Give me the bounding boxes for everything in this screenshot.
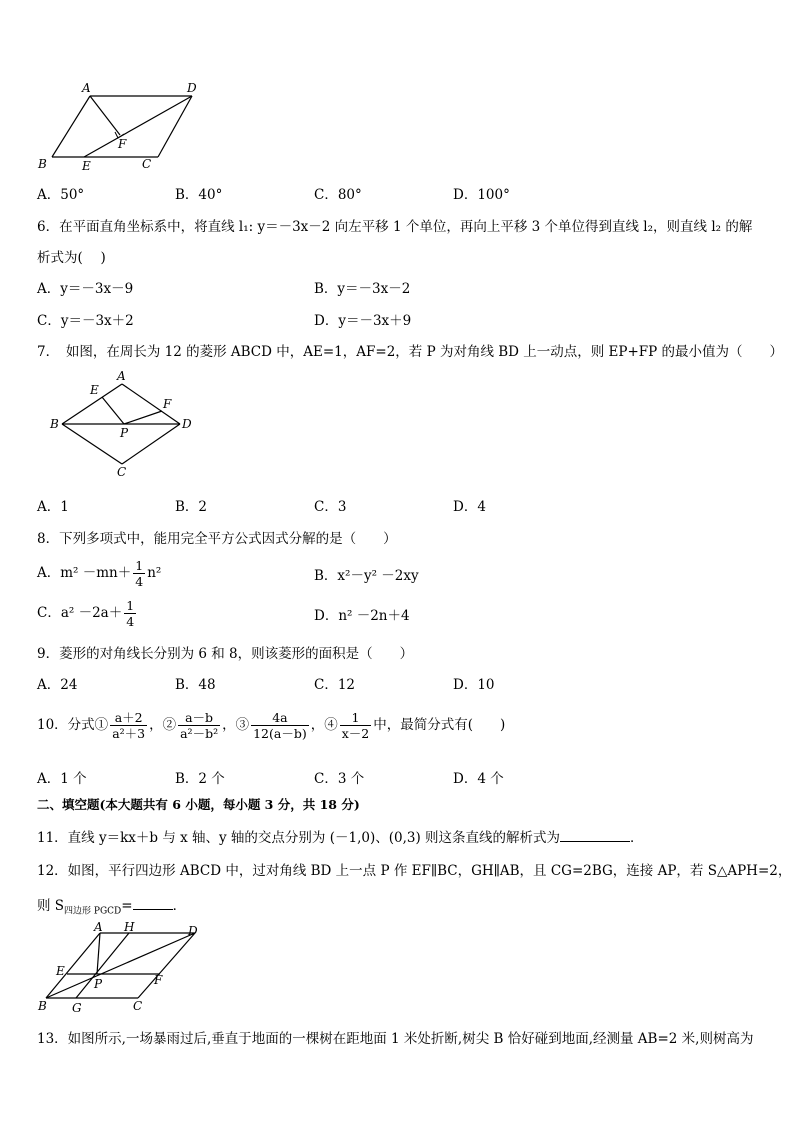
- fig12-label-G: G: [72, 1001, 82, 1015]
- q9-option-d: D．10: [453, 677, 495, 693]
- fig12-label-F: F: [154, 973, 163, 987]
- q6-stem-line2: 析式为( ): [37, 250, 106, 266]
- q8-c-num: 1: [126, 598, 135, 613]
- q10-option-b: B．2 个: [175, 771, 225, 787]
- q8-a-pre: A．m² －mn＋: [37, 565, 132, 581]
- q6-stem-line1: 6．在平面直角坐标系中，将直线 l₁: y＝－3x－2 向左平移 1 个单位，再向上平移 3 个单位得到直线 l₂，则直线 l₂ 的解: [37, 219, 753, 235]
- fig7-label-A: A: [117, 369, 126, 383]
- q8-a-post: n²: [147, 565, 162, 581]
- q7-option-a: A．1: [37, 499, 69, 515]
- q10-sep4: ，④: [310, 717, 338, 733]
- q7-stem: 7． 如图，在周长为 12 的菱形 ABCD 中，AE=1，AF=2，若 P 为对角线 BD 上一动点，则 EP+FP 的最小值为（ ）: [37, 344, 784, 360]
- q9-stem: 9．菱形的对角线长分别为 6 和 8，则该菱形的面积是（ ）: [37, 646, 414, 662]
- q12-line2-sub: 四边形 PGCD: [64, 906, 122, 917]
- q8-option-c: [37, 598, 138, 629]
- q7-option-d: D．4: [453, 499, 486, 515]
- q12-figure: [30, 920, 210, 1018]
- q10-option-d: D．4 个: [453, 771, 504, 787]
- q13-stem: 13．如图所示,一场暴雨过后,垂直于地面的一棵树在距地面 1 米处折断,树尖 B 恰好碰到地面,经测量 AB=2 米,则树高为: [37, 1031, 754, 1047]
- q5-option-a: A．50°: [37, 187, 85, 203]
- q12-line2-end: ．: [172, 898, 187, 914]
- fig5-label-B: B: [38, 157, 47, 171]
- fig12-label-B: B: [38, 999, 47, 1013]
- q8-option-b: B．x²－y² －2xy: [314, 568, 419, 584]
- q10-pre: 10．分式①: [37, 717, 109, 733]
- fig12-label-D: D: [188, 924, 198, 938]
- q10-f3-den: 12(a－b): [253, 726, 307, 741]
- q10-post: 中，最简分式有( ): [373, 717, 506, 733]
- fig5-label-E: E: [82, 159, 91, 173]
- q8-option-a: [37, 558, 161, 589]
- q10-f2-den: a²－b²: [180, 726, 219, 741]
- q8-a-num: 1: [135, 558, 144, 573]
- q8-c-fraction: [124, 598, 136, 629]
- q5-figure: [30, 78, 210, 173]
- q10-f1-den: a²＋3: [112, 726, 146, 741]
- q10-f4-num: 1: [340, 710, 372, 726]
- q8-a-den: 4: [135, 574, 144, 589]
- q10-f2-num: a－b: [178, 710, 220, 726]
- fig7-label-F: F: [163, 397, 172, 411]
- q11-stem: [37, 827, 644, 847]
- fig12-label-C: C: [133, 999, 143, 1013]
- q10-fraction-2: [178, 710, 220, 741]
- q12-line2-post: =: [121, 898, 133, 914]
- q10-f4-den: x－2: [341, 726, 370, 741]
- q9-option-b: B．48: [175, 677, 216, 693]
- q10-fraction-1: [110, 710, 147, 741]
- q7-option-c: C．3: [314, 499, 347, 515]
- fig5-label-F: F: [118, 137, 127, 151]
- q10-f1-num: a＋2: [110, 710, 147, 726]
- q5-option-c: C．80°: [314, 187, 362, 203]
- fig12-label-E: E: [56, 964, 65, 978]
- q9-option-c: C．12: [314, 677, 356, 693]
- section-heading-fill-in: 二、填空题(本大题共有 6 小题，每小题 3 分，共 18 分): [37, 797, 360, 812]
- q6-option-d: D．y＝－3x＋9: [314, 313, 412, 329]
- q5-option-d: D．100°: [453, 187, 510, 203]
- q10-sep3: ，③: [222, 717, 250, 733]
- q11-text: 11．直线 y＝kx＋b 与 x 轴、y 轴的交点分别为 (－1,0)、(0,3) 则这条直线的解析式为: [37, 830, 561, 846]
- q6-option-b: B．y＝－3x－2: [314, 281, 411, 297]
- q6-option-c: C．y＝－3x＋2: [37, 313, 134, 329]
- fig5-label-A: A: [82, 81, 91, 95]
- q8-stem: 8．下列多项式中，能用完全平方公式因式分解的是（ ）: [37, 531, 397, 547]
- q10-option-c: C．3 个: [314, 771, 365, 787]
- q10-option-a: A．1 个: [37, 771, 87, 787]
- q12-stem-line2: [37, 895, 186, 921]
- q7-option-b: B．2: [175, 499, 208, 515]
- fig7-label-B: B: [50, 417, 59, 431]
- fig12-label-P: P: [94, 977, 103, 991]
- fig5-label-C: C: [142, 157, 152, 171]
- q6-option-a: A．y＝－3x－9: [37, 281, 134, 297]
- q8-c-den: 4: [126, 614, 135, 629]
- q10-fraction-3: [251, 710, 309, 741]
- q10-f3-num: 4a: [251, 710, 309, 726]
- fig7-label-C: C: [117, 465, 127, 479]
- q12-line2-pre: 则 S: [37, 898, 65, 914]
- q10-stem: [37, 710, 505, 741]
- q12-answer-blank[interactable]: [133, 895, 173, 910]
- q10-fraction-4: [340, 710, 372, 741]
- fig7-label-D: D: [182, 417, 192, 431]
- q5-option-b: B．40°: [175, 187, 223, 203]
- q8-a-fraction: [133, 558, 145, 589]
- fig7-label-E: E: [90, 383, 99, 397]
- fig7-label-P: P: [120, 426, 129, 440]
- fig5-label-D: D: [187, 81, 197, 95]
- fig12-label-H: H: [124, 920, 135, 934]
- q9-option-a: A．24: [37, 677, 78, 693]
- q12-stem-line1: 12．如图，平行四边形 ABCD 中，过对角线 BD 上一点 P 作 EF∥BC，GH∥AB，且 CG=2BG，连接 AP，若 S△APH=2，: [37, 863, 792, 879]
- q11-answer-blank[interactable]: [560, 827, 630, 842]
- q7-figure: [40, 368, 210, 480]
- fig12-label-A: A: [94, 920, 103, 934]
- q8-option-d: D．n² －2n＋4: [314, 608, 410, 624]
- q8-c-pre: C．a² －2a＋: [37, 605, 123, 621]
- q10-sep2: ，②: [149, 717, 177, 733]
- q11-end: ．: [630, 830, 644, 846]
